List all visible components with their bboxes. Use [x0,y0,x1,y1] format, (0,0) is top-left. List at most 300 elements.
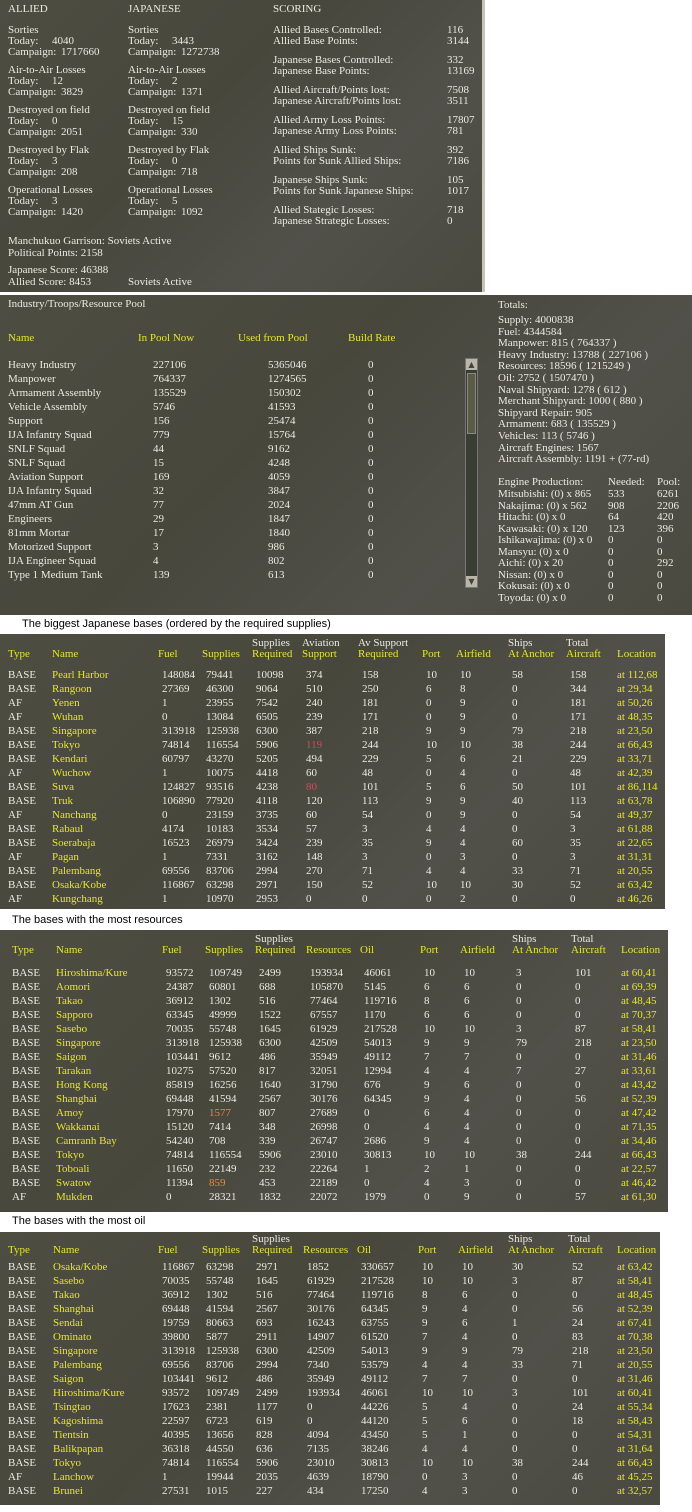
column-header-top: Ships [508,1233,533,1245]
table-row[interactable] [0,668,665,682]
column-header [302,637,340,660]
table-cell: 10 [424,967,435,979]
table-cell: 11650 [166,1163,194,1175]
table-cell: 3 [512,1275,518,1287]
table-cell: 70035 [162,1275,190,1287]
table-cell: BASE [8,753,37,765]
engine-cell: Ishikawajima: (0) x 0 [498,534,593,546]
base-name: Truk [52,795,73,807]
table-row[interactable] [0,1456,660,1470]
table-row[interactable] [0,1176,668,1190]
table-cell: 1645 [256,1275,278,1287]
table-row[interactable] [0,1316,660,1330]
column-header [508,637,555,660]
pool-row [0,485,460,499]
today-value: 4040 [52,35,74,47]
table-row[interactable] [0,1106,668,1120]
table-cell: 4 [460,823,466,835]
pool-cell: 0 [368,401,374,413]
pool-row [0,527,460,541]
scoring-label: Allied Bases Controlled: [273,24,382,36]
base-name: Hiroshima/Kure [53,1387,125,1399]
table-cell: 9 [460,809,466,821]
base-name: Wakkanai [56,1121,100,1133]
table-cell: 27531 [162,1485,190,1497]
table-cell: 0 [512,1443,518,1455]
table-cell: 4 [464,1093,470,1105]
engine-cell: 0 [608,545,614,558]
scoring-value: 718 [447,204,464,216]
campaign-row [8,207,118,218]
stat-label: Operational Losses [128,184,213,196]
table-cell: 10 [424,1149,435,1161]
table-cell: 9 [426,725,432,737]
pool-cell: SNLF Squad [8,443,66,455]
table-cell: BASE [8,1331,37,1343]
table-cell: 1 [162,893,168,905]
table-cell: 239 [306,837,323,849]
table-cell: 494 [306,753,323,765]
table-cell: 0 [166,1191,172,1203]
column-header-bottom: Airfield [460,944,495,956]
table-cell: 0 [426,697,432,709]
table-cell: 83706 [206,865,234,877]
table-row[interactable] [0,1078,668,1092]
campaign-row [128,207,238,218]
table-caption-oil: The bases with the most oil [12,1215,146,1227]
pool-cell: 4059 [268,471,290,483]
table-cell: 6 [464,1079,470,1091]
pool-cell: 613 [268,569,285,581]
table-cell: 116867 [162,1261,195,1273]
table-cell: 374 [306,669,323,681]
japanese-stat-group [128,185,238,218]
table-cell: 9612 [209,1051,231,1063]
table-cell: 4238 [256,781,278,793]
column-header-bottom: Port [422,648,441,660]
table-cell: 69556 [162,1359,190,1371]
table-row[interactable] [0,1400,660,1414]
table-cell: 5145 [364,981,386,993]
table-cell: 46300 [206,683,234,695]
table-cell: 636 [256,1443,273,1455]
campaign-value: 3829 [61,86,83,98]
engine-cell: Aichi: (0) x 20 [498,557,564,569]
table-row[interactable] [0,822,665,836]
pool-row [0,401,460,415]
engine-cell: 6261 [657,488,679,500]
table-row[interactable] [0,1358,660,1372]
japanese-stat-group [128,145,238,178]
table-cell: AF [8,809,23,821]
table-cell: 43270 [206,753,234,765]
table-row[interactable] [0,836,665,850]
campaign-row [8,167,118,178]
column-header [508,1233,555,1256]
table-cell: 14907 [307,1331,335,1343]
pool-scrollbar[interactable] [465,358,478,588]
table-cell: 10 [424,1023,435,1035]
column-header-bottom: Type [8,1244,30,1256]
table-row[interactable] [0,780,665,794]
table-row[interactable] [0,1036,668,1050]
table-cell: 6 [424,1009,430,1021]
table-cell: 116554 [209,1149,242,1161]
base-location: at 70,37 [621,1009,657,1021]
table-cell: 5906 [259,1149,281,1161]
table-cell: 74814 [162,1457,190,1469]
column-header-bottom: Port [420,944,439,956]
table-row[interactable] [0,1386,660,1400]
table-cell: 60801 [209,981,237,993]
pool-cell: IJA Infantry Squad [8,429,92,441]
table-cell: 17623 [162,1401,190,1413]
pool-cell: 0 [368,415,374,427]
pool-cell: Vehicle Assembly [8,401,88,413]
table-cell: 2994 [256,1359,278,1371]
table-cell: 52 [572,1261,583,1273]
table-row[interactable] [0,1260,660,1274]
table-cell: 4 [464,1107,470,1119]
scroll-down-icon[interactable]: ▼ [468,577,475,586]
scroll-down-button[interactable] [466,576,477,587]
column-header [252,637,293,660]
table-cell: 4118 [256,795,278,807]
table-cell: 4 [464,1065,470,1077]
table-cell: 32051 [310,1065,338,1077]
table-cell: 1015 [206,1485,228,1497]
japanese-stat-group [128,105,238,138]
table-cell: 77464 [307,1289,335,1301]
table-cell: 46 [572,1471,583,1483]
table-row[interactable] [0,1344,660,1358]
table-row[interactable] [0,1120,668,1134]
table-cell: 6 [426,683,432,695]
table-row[interactable] [0,1302,660,1316]
campaign-label: Campaign: [8,126,57,138]
base-name: Toboali [56,1163,90,1175]
pool-cell: 25474 [268,415,296,427]
table-row[interactable] [0,892,665,906]
table-cell: 348 [259,1121,276,1133]
campaign-label: Campaign: [128,46,177,58]
table-cell: 3 [516,967,522,979]
table-cell: 434 [307,1485,324,1497]
base-name: Balikpapan [53,1443,104,1455]
table-row[interactable] [0,1162,668,1176]
table-cell: 0 [512,1415,518,1427]
table-cell: 4418 [256,767,278,779]
table-cell: 688 [259,981,276,993]
table-cell: 244 [362,739,379,751]
table-row[interactable] [0,966,668,980]
table-cell: 49112 [361,1373,389,1385]
table-row[interactable] [0,1190,668,1204]
table-cell: 9 [426,795,432,807]
table-cell: 10 [462,1275,473,1287]
table-row[interactable] [0,794,665,808]
table-cell: 4 [462,1303,468,1315]
campaign-label: Campaign: [128,126,177,138]
column-header-bottom: Port [418,1244,437,1256]
table-row[interactable] [0,1050,668,1064]
table-cell: 0 [512,1289,518,1301]
campaign-value: 1092 [181,206,203,218]
table-cell: BASE [8,1373,37,1385]
table-cell: 6 [462,1317,468,1329]
table-cell: 4 [462,1443,468,1455]
table-cell: 49112 [364,1051,392,1063]
table-row[interactable] [0,1008,668,1022]
table-cell: 0 [426,893,432,905]
table-cell: BASE [8,1261,37,1273]
table-cell: 0 [516,1163,522,1175]
base-name: Kendari [52,753,88,765]
pool-cell: 0 [368,527,374,539]
table-cell: 1640 [259,1079,281,1091]
engine-cell: 0 [608,580,614,592]
table-cell: 40 [512,795,523,807]
table-cell: 9 [426,837,432,849]
table-cell: 4 [424,1121,430,1133]
pool-cell: 2024 [268,499,290,511]
column-header-bottom: Supplies [202,1244,240,1256]
table-cell: 217528 [364,1023,397,1035]
table-cell: 218 [575,1037,592,1049]
table-cell: 79 [516,1037,527,1049]
today-value: 3 [52,195,58,207]
table-cell: 5 [422,1415,428,1427]
table-row[interactable] [0,696,665,710]
base-location: at 52,39 [621,1093,657,1105]
table-cell: 2953 [256,893,278,905]
table-cell: 9 [464,1191,470,1203]
table-row[interactable] [0,1288,660,1302]
table-cell: 516 [259,995,276,1007]
stat-label: Destroyed on field [8,104,90,116]
table-cell: 0 [512,823,518,835]
table-cell: BASE [12,1135,41,1147]
base-location: at 48,35 [617,711,653,723]
table-caption-resources: The bases with the most resources [12,914,183,926]
table-cell: 676 [364,1079,381,1091]
table-cell: BASE [8,837,37,849]
table-row[interactable] [0,1092,668,1106]
table-cell: 313918 [166,1037,199,1049]
table-cell: BASE [12,1079,41,1091]
table-cell: 10 [422,1261,433,1273]
campaign-value: 330 [181,126,198,138]
pool-cell: Manpower [8,373,56,385]
base-name: Swatow [56,1177,92,1189]
table-row[interactable] [0,766,665,780]
base-location: at 34,46 [621,1135,657,1147]
table-cell: 5877 [206,1331,228,1343]
table-row[interactable] [0,1372,660,1386]
column-header-bottom: Name [53,1244,80,1256]
column-header-top: Total [566,637,589,649]
scoring-value: 7186 [447,155,469,167]
table-row[interactable] [0,1022,668,1036]
pool-cell: 169 [153,471,170,483]
table-cell: 218 [570,725,587,737]
base-location: at 66,43 [617,1457,653,1469]
table-cell: BASE [8,1303,37,1315]
scoring-label: Allied Base Points: [273,35,358,47]
campaign-label: Campaign: [128,86,177,98]
table-cell: 101 [362,781,379,793]
table-cell: 38 [516,1149,527,1161]
table-cell: BASE [12,981,41,993]
pool-row [0,541,460,555]
table-cell: 516 [256,1289,273,1301]
table-row[interactable] [0,1470,660,1484]
pool-header: Used from Pool [238,332,308,344]
table-cell: 44226 [361,1401,389,1413]
campaign-row [8,47,118,58]
stat-label: Sorties [8,24,39,36]
table-row[interactable] [0,1134,668,1148]
table-cell: 1645 [259,1023,281,1035]
column-header-bottom: Name [52,648,79,660]
base-location: at 60,41 [621,967,657,979]
allied-stat-group [8,65,118,98]
scoring-label: Japanese Aircraft/Points lost: [273,95,402,107]
table-row[interactable] [0,1330,660,1344]
table-cell: 7340 [307,1359,329,1371]
pool-cell: 3847 [268,485,290,497]
scroll-thumb[interactable] [467,373,476,434]
table-cell: 0 [512,1331,518,1343]
bases-by-resources-table [0,930,668,1212]
allied-stat-group [8,145,118,178]
table-cell: 0 [575,981,581,993]
table-cell: 22597 [162,1415,190,1427]
totals-line: Vehicles: 113 ( 5746 ) [498,430,595,442]
table-cell: 6 [460,781,466,793]
table-cell: 6505 [256,711,278,723]
table-row[interactable] [0,710,665,724]
table-row[interactable] [0,850,665,864]
table-cell: 11394 [166,1177,194,1189]
table-cell: 103441 [166,1051,199,1063]
table-cell: 36912 [166,995,194,1007]
table-cell: 10275 [166,1065,194,1077]
table-cell: 6 [424,1107,430,1119]
base-name: Tientsin [53,1429,89,1441]
base-name: Aomori [56,981,91,993]
table-row[interactable] [0,980,668,994]
table-row[interactable] [0,682,665,696]
table-row[interactable] [0,1484,660,1498]
table-cell: 67557 [310,1009,338,1021]
table-cell: 619 [256,1415,273,1427]
table-cell: 2686 [364,1135,386,1147]
table-cell: 38 [512,1457,523,1469]
table-row[interactable] [0,1064,668,1078]
base-name: Amoy [56,1107,84,1119]
base-location: at 58,43 [617,1415,653,1427]
manchukuo-status: Manchukuo Garrison: Soviets Active [8,235,172,247]
table-cell: 0 [307,1401,313,1413]
table-cell: 0 [575,995,581,1007]
table-cell: 1302 [206,1289,228,1301]
table-cell: 9 [422,1345,428,1357]
table-cell: 101 [570,781,587,793]
table-cell: 10 [464,967,475,979]
table-cell: 4 [422,1443,428,1455]
allied-stat-group [8,185,118,218]
scroll-up-icon[interactable]: ▲ [468,360,475,369]
today-label: Today: [128,155,159,167]
table-cell: 453 [259,1177,276,1189]
table-row[interactable] [0,1442,660,1456]
table-row[interactable] [0,1274,660,1288]
table-row[interactable] [0,994,668,1008]
table-cell: BASE [12,1051,41,1063]
base-name: Kagoshima [53,1415,104,1427]
table-row[interactable] [0,864,665,878]
campaign-value: 1717660 [61,46,100,58]
pool-cell: 29 [153,513,164,525]
table-row[interactable] [0,738,665,752]
table-cell: 53579 [361,1359,389,1371]
table-cell: 4 [460,767,466,779]
table-row[interactable] [0,1148,668,1162]
table-cell: 0 [512,697,518,709]
table-cell: 40395 [162,1429,190,1441]
table-cell: 7 [422,1373,428,1385]
table-row[interactable] [0,878,665,892]
table-cell: 4639 [307,1471,329,1483]
base-name: Hiroshima/Kure [56,967,128,979]
campaign-label: Campaign: [8,46,57,58]
campaign-row [8,127,118,138]
column-header-bottom: At Anchor [512,944,559,956]
table-row[interactable] [0,752,665,766]
table-row[interactable] [0,1414,660,1428]
table-cell: 28321 [209,1191,237,1203]
table-cell: 10 [460,879,471,891]
column-header-bottom: Resources [306,944,352,956]
campaign-value: 1272738 [181,46,220,58]
pool-cell: 139 [153,569,170,581]
table-cell: 120 [306,795,323,807]
scroll-up-button[interactable] [466,359,477,370]
base-name: Rangoon [52,683,92,695]
table-cell: BASE [12,1163,41,1175]
engine-cell: 420 [657,511,674,523]
table-cell: 10 [426,669,437,681]
table-cell: 9 [460,697,466,709]
table-cell: 240 [306,697,323,709]
engine-header: Pool: [657,476,681,488]
table-cell: 27369 [162,683,190,695]
table-cell: 2 [460,893,466,905]
table-row[interactable] [0,724,665,738]
table-row[interactable] [0,808,665,822]
engine-cell: 396 [657,522,674,535]
table-row[interactable] [0,1428,660,1442]
table-cell: BASE [8,1443,37,1455]
table-cell: 24387 [166,981,194,993]
base-location: at 42,39 [617,767,653,779]
table-cell: 3 [462,1485,468,1497]
table-cell: 0 [575,1177,581,1189]
table-cell: 0 [162,809,168,821]
base-name: Tokyo [52,739,80,751]
campaign-label: Campaign: [8,86,57,98]
